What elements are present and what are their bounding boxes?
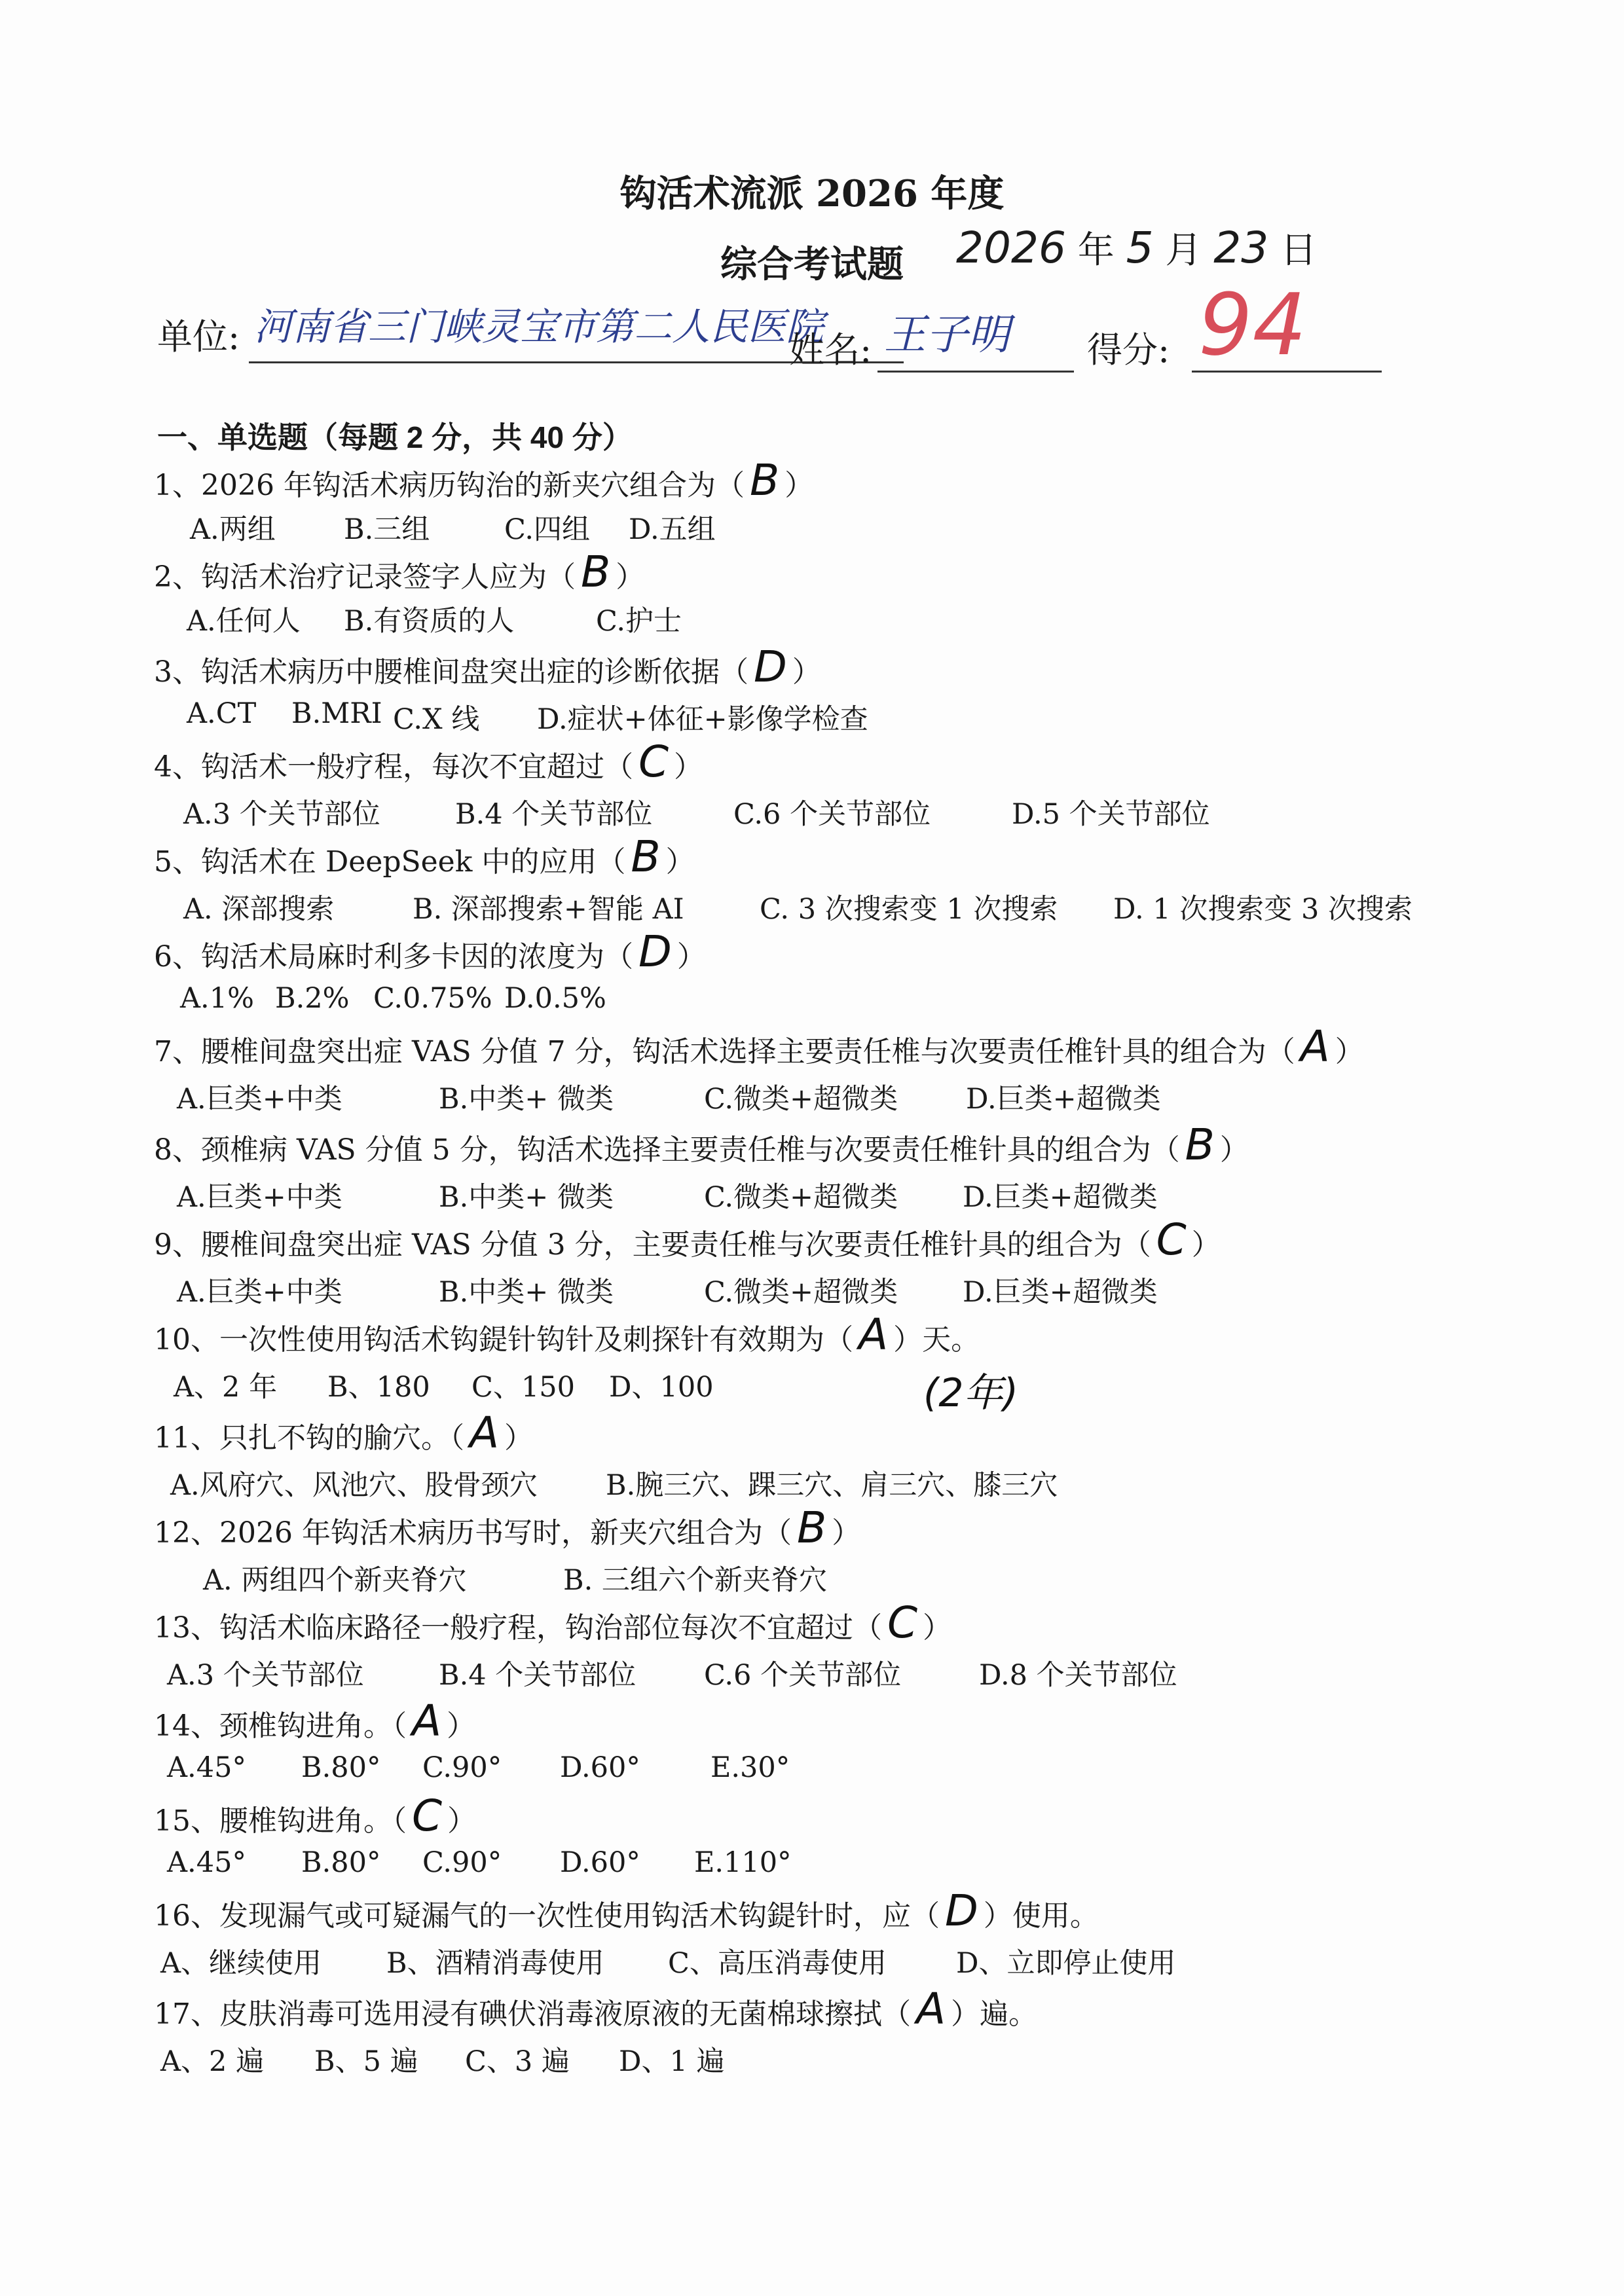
option-8-4: D.巨类+超微类 — [963, 1181, 1158, 1214]
section-heading: 一、单选题（每题 2 分，共 40 分） — [157, 420, 633, 454]
question-11 — [154, 1408, 534, 1458]
question-stem-tail: ） — [792, 655, 821, 689]
question-stem-tail: ）遍。 — [951, 1997, 1038, 2031]
handwritten-answer: B — [1185, 1120, 1215, 1170]
score-underline — [1192, 371, 1382, 373]
option-14-2: B.80° — [301, 1751, 381, 1784]
handwritten-answer: B — [749, 455, 780, 505]
score-label: 得分: — [1087, 329, 1170, 371]
question-1 — [154, 455, 814, 505]
exam-date — [956, 221, 1317, 274]
option-15-2: B.80° — [301, 1846, 381, 1879]
question-3 — [154, 642, 821, 692]
unit-value: 河南省三门峡灵宝市第二人民医院 — [254, 304, 824, 349]
question-stem-tail: ） — [674, 750, 703, 784]
option-15-3: C.90° — [422, 1846, 502, 1879]
option-17-4: D、1 遍 — [619, 2045, 725, 2078]
question-stem: 10、一次性使用钩活术钩鍉针钩针及刺探针有效期为（ — [154, 1323, 853, 1357]
option-17-2: B、5 遍 — [314, 2045, 418, 2078]
handwritten-answer: B — [631, 831, 661, 882]
question-9 — [154, 1214, 1221, 1265]
option-6-4: D.0.5% — [504, 982, 606, 1015]
question-2 — [154, 547, 645, 597]
option-1-2: B.三组 — [344, 513, 430, 546]
question-stem-tail: ） — [1191, 1228, 1221, 1262]
option-15-5: E.110° — [694, 1846, 792, 1879]
option-11-1: A.风府穴、风池穴、股骨颈穴 — [170, 1469, 538, 1502]
option-14-5: E.30° — [710, 1751, 790, 1784]
question-6 — [154, 926, 706, 977]
question-stem: 5、钩活术在 DeepSeek 中的应用（ — [154, 845, 626, 879]
option-16-4: D、立即停止使用 — [956, 1947, 1176, 1980]
option-4-4: D.5 个关节部位 — [1012, 798, 1210, 831]
question-stem-tail: ）使用。 — [983, 1899, 1099, 1933]
option-13-2: B.4 个关节部位 — [439, 1659, 637, 1692]
option-6-3: C.0.75% — [373, 982, 492, 1015]
question-7 — [154, 1021, 1364, 1072]
option-2-2: B.有资质的人 — [344, 605, 515, 638]
question-stem: 16、发现漏气或可疑漏气的一次性使用钩活术钩鍉针时，应（ — [154, 1899, 940, 1933]
option-7-2: B.中类+ 微类 — [439, 1083, 614, 1116]
option-4-1: A.3 个关节部位 — [183, 798, 380, 831]
question-stem-tail: ） — [923, 1611, 952, 1645]
question-16 — [154, 1886, 1099, 1936]
option-12-1: A. 两组四个新夹脊穴 — [203, 1564, 467, 1597]
option-10-2: B、180 — [327, 1371, 430, 1404]
question-stem-tail: ） — [1219, 1133, 1249, 1167]
option-14-1: A.45° — [167, 1751, 246, 1784]
name-label: 姓名: — [789, 329, 872, 371]
option-17-1: A、2 遍 — [160, 2045, 265, 2078]
question-stem: 3、钩活术病历中腰椎间盘突出症的诊断依据（ — [154, 655, 748, 689]
option-16-2: B、酒精消毒使用 — [386, 1947, 604, 1980]
option-12-2: B. 三组六个新夹脊穴 — [563, 1564, 827, 1597]
date-month-label: 月 — [1165, 229, 1202, 272]
handwritten-answer: C — [412, 1791, 443, 1841]
question-stem-tail: ） — [616, 560, 645, 594]
question-stem: 11、只扎不钩的腧穴。（ — [154, 1421, 464, 1455]
handwritten-answer: A — [470, 1408, 500, 1458]
option-1-1: A.两组 — [190, 513, 276, 546]
question-stem: 13、钩活术临床路径一般疗程，钩治部位每次不宜超过（ — [154, 1611, 882, 1645]
option-10-3: C、150 — [471, 1371, 575, 1404]
option-10-4: D、100 — [609, 1371, 714, 1404]
handwritten-note: (2年) — [923, 1370, 1018, 1416]
question-stem-tail: ） — [784, 469, 814, 502]
question-stem: 2、钩活术治疗记录签字人应为（ — [154, 560, 576, 594]
question-17 — [154, 1984, 1038, 2034]
question-stem: 6、钩活术局麻时利多卡因的浓度为（ — [154, 940, 633, 974]
option-3-4: D.症状+体征+影像学检查 — [537, 703, 868, 736]
question-stem: 1、2026 年钩活术病历钩治的新夹穴组合为（ — [154, 469, 745, 502]
question-stem: 15、腰椎钩进角。（ — [154, 1804, 407, 1838]
name-value: 王子明 — [884, 311, 1010, 359]
option-5-1: A. 深部搜索 — [183, 893, 335, 926]
option-5-2: B. 深部搜索+智能 AI — [413, 893, 684, 926]
option-15-4: D.60° — [560, 1846, 640, 1879]
date-year: 2026 — [956, 223, 1066, 273]
option-9-4: D.巨类+超微类 — [963, 1276, 1158, 1309]
option-16-1: A、继续使用 — [160, 1947, 322, 1980]
option-3-2: B.MRI — [291, 697, 382, 730]
question-stem-tail: ） — [832, 1516, 861, 1550]
option-2-1: A.任何人 — [187, 605, 301, 638]
option-3-3: C.X 线 — [393, 703, 480, 736]
option-8-1: A.巨类+中类 — [177, 1181, 342, 1214]
option-2-3: C.护士 — [596, 605, 682, 638]
option-8-3: C.微类+超微类 — [704, 1181, 898, 1214]
exam-title: 钩活术流派 2026 年度 — [619, 172, 1005, 215]
option-9-2: B.中类+ 微类 — [439, 1276, 614, 1309]
option-9-3: C.微类+超微类 — [704, 1276, 898, 1309]
option-8-2: B.中类+ 微类 — [439, 1181, 614, 1214]
question-5 — [154, 831, 695, 882]
date-day: 23 — [1213, 223, 1269, 273]
question-stem: 7、腰椎间盘突出症 VAS 分值 7 分，钩活术选择主要责任椎与次要责任椎针具的组合为（ — [154, 1035, 1295, 1068]
question-stem: 4、钩活术一般疗程，每次不宜超过（ — [154, 750, 633, 784]
question-stem-tail: ） — [665, 845, 695, 879]
option-5-3: C. 3 次搜索变 1 次搜索 — [760, 893, 1058, 926]
option-7-1: A.巨类+中类 — [177, 1083, 342, 1116]
name-underline — [877, 371, 1074, 373]
option-17-3: C、3 遍 — [465, 2045, 570, 2078]
question-15 — [154, 1791, 477, 1841]
question-stem: 12、2026 年钩活术病历书写时，新夹穴组合为（ — [154, 1516, 792, 1550]
question-stem-tail: ） — [676, 940, 706, 974]
option-7-3: C.微类+超微类 — [704, 1083, 898, 1116]
option-7-4: D.巨类+超微类 — [966, 1083, 1161, 1116]
option-9-1: A.巨类+中类 — [177, 1276, 342, 1309]
question-4 — [154, 737, 703, 787]
question-stem: 8、颈椎病 VAS 分值 5 分，钩活术选择主要责任椎与次要责任椎针具的组合为（ — [154, 1133, 1180, 1167]
option-13-1: A.3 个关节部位 — [167, 1659, 364, 1692]
question-stem-tail: ）天。 — [893, 1323, 980, 1357]
question-stem-tail: ） — [1335, 1035, 1364, 1068]
handwritten-answer: A — [916, 1984, 946, 2034]
question-stem-tail: ） — [447, 1709, 476, 1743]
question-stem: 17、皮肤消毒可选用浸有碘伏消毒液原液的无菌棉球擦拭（ — [154, 1997, 911, 2031]
handwritten-answer: A — [1300, 1021, 1330, 1072]
question-stem-tail: ） — [447, 1804, 477, 1838]
question-10 — [154, 1309, 980, 1360]
unit-label: 单位: — [157, 316, 240, 357]
option-13-4: D.8 个关节部位 — [979, 1659, 1177, 1692]
handwritten-answer: C — [638, 737, 669, 787]
option-4-3: C.6 个关节部位 — [733, 798, 931, 831]
question-stem: 9、腰椎间盘突出症 VAS 分值 3 分，主要责任椎与次要责任椎针具的组合为（ — [154, 1228, 1151, 1262]
handwritten-answer: B — [581, 547, 611, 597]
handwritten-answer: D — [638, 926, 672, 977]
option-11-2: B.腕三穴、踝三穴、肩三穴、膝三穴 — [606, 1469, 1058, 1502]
handwritten-answer: D — [945, 1886, 978, 1936]
option-5-4: D. 1 次搜索变 3 次搜索 — [1113, 893, 1413, 926]
question-13 — [154, 1597, 952, 1648]
option-6-1: A.1% — [180, 982, 254, 1015]
question-8 — [154, 1120, 1249, 1170]
handwritten-answer: B — [796, 1503, 827, 1553]
question-14 — [154, 1696, 476, 1746]
option-4-2: B.4 个关节部位 — [455, 798, 653, 831]
option-14-4: D.60° — [560, 1751, 640, 1784]
question-stem-tail: ） — [504, 1421, 534, 1455]
option-14-3: C.90° — [422, 1751, 502, 1784]
option-1-4: D.五组 — [629, 513, 716, 546]
handwritten-answer: A — [858, 1309, 889, 1360]
exam-subtitle: 综合考试题 — [720, 243, 904, 286]
option-3-1: A.CT — [187, 697, 257, 730]
option-1-3: C.四组 — [504, 513, 591, 546]
option-15-1: A.45° — [167, 1846, 246, 1879]
handwritten-answer: C — [1156, 1214, 1187, 1265]
handwritten-answer: D — [754, 642, 787, 692]
option-10-1: A、2 年 — [174, 1371, 278, 1404]
option-16-3: C、高压消毒使用 — [668, 1947, 887, 1980]
question-12 — [154, 1503, 861, 1553]
score-value: 94 — [1198, 275, 1307, 374]
option-6-2: B.2% — [275, 982, 350, 1015]
question-stem: 14、颈椎钩进角。（ — [154, 1709, 407, 1743]
handwritten-answer: C — [887, 1597, 918, 1648]
handwritten-answer: A — [412, 1696, 442, 1746]
option-13-3: C.6 个关节部位 — [704, 1659, 902, 1692]
date-year-label: 年 — [1077, 229, 1115, 272]
date-day-label: 日 — [1280, 229, 1318, 272]
date-month: 5 — [1126, 223, 1154, 273]
